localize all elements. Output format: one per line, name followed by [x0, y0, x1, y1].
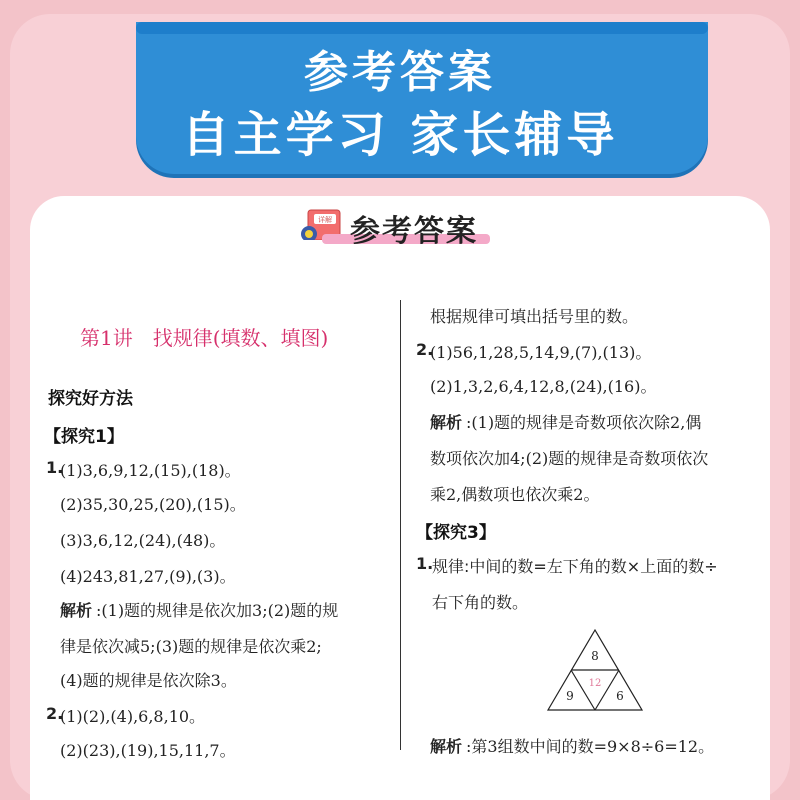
triangle-center-value: 12 — [588, 678, 602, 689]
left-analysis-line1: :(1)题的规律是依次加3;(2)题的规 — [96, 601, 339, 620]
logo-title: 参考答案 — [350, 214, 478, 249]
right-q2-number: 2. — [416, 340, 434, 359]
right-analysis-line3: 乘2,偶数项也依次乘2。 — [430, 485, 600, 504]
column-divider — [400, 300, 401, 750]
triangle-top-value: 8 — [591, 649, 599, 663]
q1-part2: (2)35,30,25,(20),(15)。 — [60, 495, 246, 514]
q1-part1: (1)3,6,9,12,(15),(18)。 — [60, 461, 241, 480]
left-analysis-line3: (4)题的规律是依次除3。 — [60, 671, 237, 690]
explore3-label: 【探究3】 — [416, 523, 496, 543]
banner-subtitle: 自主学习 家长辅导 — [181, 107, 619, 163]
banner-title: 参考答案 — [304, 47, 496, 98]
q1-number: 1. — [46, 458, 64, 477]
banner-top-bar — [136, 22, 708, 34]
q1-part4: (4)243,81,27,(9),(3)。 — [60, 567, 236, 586]
right-q1-line2: 右下角的数。 — [432, 593, 529, 612]
right-analysis-line2: 数项依次加4;(2)题的规律是奇数项依次 — [430, 449, 709, 468]
triangle-diagram — [540, 626, 650, 716]
explore1-label: 【探究1】 — [44, 427, 124, 447]
right-q2-part2: (2)1,3,2,6,4,12,8,(24),(16)。 — [430, 377, 657, 396]
logo-badge: 详解 — [318, 216, 332, 224]
right-q1-number: 1. — [416, 554, 434, 573]
final-analysis-text: :第3组数中间的数=9×8÷6=12。 — [466, 737, 715, 756]
right-analysis-label: 解析 — [430, 413, 463, 432]
right-q1-line1: 规律:中间的数=左下角的数×上面的数÷ — [432, 557, 718, 576]
triangle-right-value: 6 — [616, 689, 624, 703]
right-q2-part1: (1)56,1,28,5,14,9,(7),(13)。 — [430, 343, 652, 362]
right-analysis-line1: :(1)题的规律是奇数项依次除2,偶 — [466, 413, 702, 432]
right-intro-line: 根据规律可填出括号里的数。 — [430, 307, 639, 326]
q2-part2: (2)(23),(19),15,11,7。 — [60, 741, 236, 760]
q1-part3: (3)3,6,12,(24),(48)。 — [60, 531, 226, 550]
final-analysis-label: 解析 — [430, 737, 463, 756]
left-analysis-line2: 律是依次减5;(3)题的规律是依次乘2; — [60, 637, 322, 656]
section-heading: 探究好方法 — [48, 389, 133, 409]
q2-part1: (1)(2),(4),6,8,10。 — [60, 707, 206, 726]
left-analysis-label: 解析 — [60, 601, 93, 620]
triangle-left-value: 9 — [566, 689, 574, 703]
q2-number: 2. — [46, 704, 64, 723]
lesson-title: 第1讲 找规律(填数、填图) — [80, 326, 329, 350]
